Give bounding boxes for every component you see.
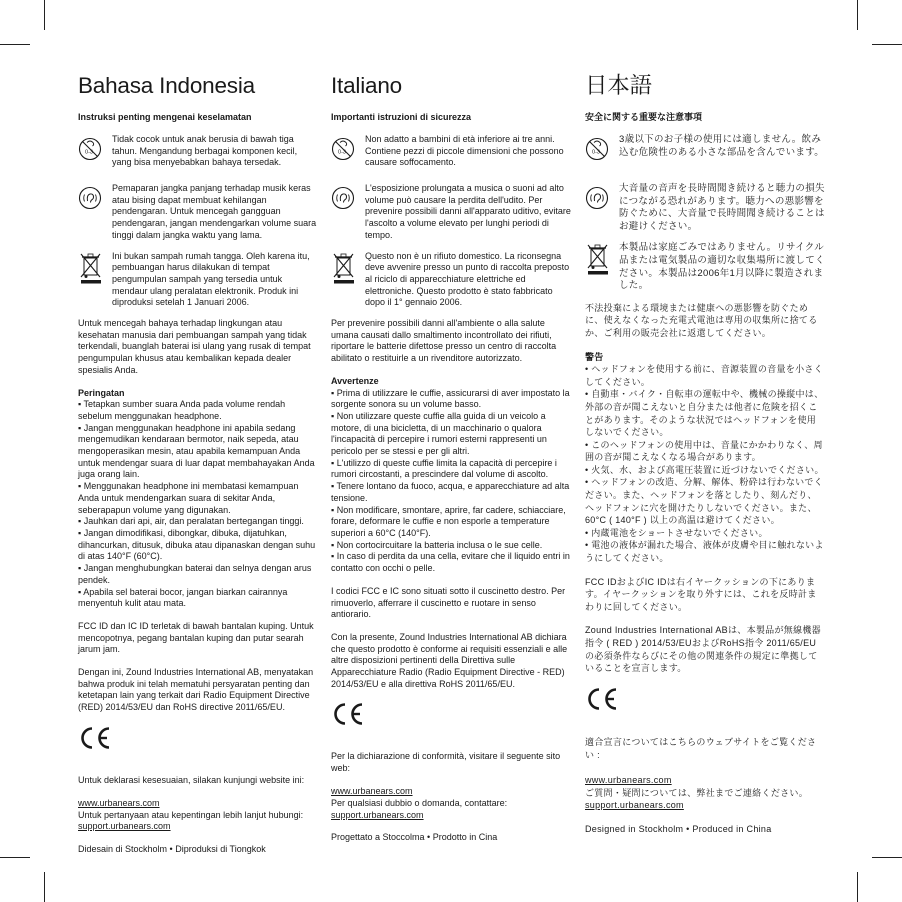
svg-text:0-3: 0-3 — [592, 149, 600, 156]
weee-bin-icon — [78, 251, 104, 285]
caution-heading: Avvertenze — [331, 375, 379, 386]
declaration-text: Zound Industries International ABは、本製品が無線機器指令 ( RED ) 2014/53/EUおよびRoHS指令 2011/65/EUの必須条件ならびにその他の関連条件の規定に準拠していることを宣言します。 — [585, 625, 821, 674]
fcc-text: FCC ID dan IC ID terletak di bawah bantalan kuping. Untuk mencopotnya, pegang bantalan kuping dan putar searah jarum jam. — [78, 620, 314, 655]
website-link[interactable]: www.urbanears.com — [585, 775, 672, 786]
language-title: Italiano — [331, 73, 402, 98]
crop-mark — [0, 44, 30, 45]
caution-item: ▪ Tetapkan sumber suara Anda pada volume rendah sebelum menggunakan headphone. — [78, 399, 286, 421]
caution-item: • このヘッドフォンの使用中は、音量にかかわりなく、周囲の音が聞こえなくなる場合があります。 — [585, 439, 823, 463]
caution-item: ▪ Non modificare, smontare, aprire, far cadere, schiacciare, forare, deformare le cuffie e non esporle a temperature superiori a 60°C (140°F). — [331, 504, 566, 538]
footer-text: Didesain di Stockholm • Diproduksi di Tiongkok — [78, 844, 266, 855]
choking-hazard-icon — [585, 134, 611, 164]
warning-disposal: Ini bukan sampah rumah tangga. Oleh karena itu, pembuangan harus dilakukan di tempat pengumpulan sampah yang tersedia untuk mendaur ulang peralatan elektronik. Produk ini diproduksi setelah 1 Januari 2006. — [78, 251, 318, 310]
svg-text:0-3: 0-3 — [338, 149, 346, 156]
warning-choking: 0-3 Non adatto a bambini di età inferiore ai tre anni. Contiene pezzi di piccole dimensioni che possono causare soffocamento. — [331, 134, 571, 174]
support-link[interactable]: support.urbanears.com — [585, 800, 684, 811]
caution-list — [585, 363, 825, 565]
safety-heading: Importanti istruzioni di sicurezza — [331, 112, 472, 122]
crop-mark — [0, 857, 30, 858]
crop-mark — [872, 857, 902, 858]
choking-hazard-icon — [78, 134, 104, 164]
caution-item: ▪ Jangan menggunakan headphone ini apabila sedang mengemudikan kendaraan bermotor, naik sepeda, atau mengoperasikan mesin, atau apabila kemampuan Anda untuk mendengar suara di luar dapat membahayakan Anda juga orang lain. — [78, 422, 315, 480]
declaration-text: Dengan ini, Zound Industries International AB, menyatakan bahwa produk ini telah mematuhi persyaratan penting dan ketetapan lain yang terkait dari Radio Equipment Directive (RED) 2014/53/EU dan RoHS directive 2011/65/EU. — [78, 667, 314, 713]
fcc-text: FCC IDおよびIC IDは右イヤークッションの下にあります。イヤークッションを取り外すには、これを反時計まわりに回してください。 — [585, 576, 817, 612]
crop-mark — [872, 44, 902, 45]
support-link[interactable]: support.urbanears.com — [78, 821, 171, 832]
caution-list — [331, 388, 571, 575]
crop-mark — [44, 0, 45, 30]
safety-heading: Instruksi penting mengenai keselamatan — [78, 112, 252, 122]
caution-item: • 電池の液体が漏れた場合、液体が皮膚や目に触れないようにしてください。 — [585, 540, 824, 564]
caution-item: ▪ Tenere lontano da fuoco, acqua, e apparecchiature ad alta tensione. — [331, 481, 570, 503]
conformity-label: Per la dichiarazione di conformità, visitare il seguente sito web: — [331, 751, 561, 773]
hearing-damage-icon — [78, 183, 104, 213]
conformity-text — [585, 724, 825, 812]
warning-choking: 0-3 Tidak cocok untuk anak berusia di bawah tiga tahun. Mengandung berbagai komponen kecil, yang bisa menyebabkan bahaya tersedak. — [78, 134, 318, 174]
support-link[interactable]: support.urbanears.com — [331, 809, 424, 820]
weee-bin-icon — [331, 251, 357, 285]
website-link[interactable]: www.urbanears.com — [78, 797, 160, 808]
caution-item: ▪ L'utilizzo di queste cuffie limita la capacità di percepire i rumori circostanti, a prescindere dal volume di ascolto. — [331, 457, 557, 480]
footer-text: Progettato a Stoccolma • Prodotto in Cina — [331, 832, 498, 843]
conformity-label: Untuk deklarasi kesesuaian, silakan kunjungi website ini: — [78, 774, 305, 785]
caution-item: • ヘッドフォンを使用する前に、音源装置の音量を小さくしてください。 — [585, 364, 824, 387]
caution-item: • ヘッドフォンの改造、分解、解体、粉砕は行わないでください。また、ヘッドフォンを落としたり、刻んだり、ヘッドフォンに穴を開けたりしないでください。また、60°C ( 140°F ) 以上の高温は避けてください。 — [585, 477, 824, 526]
warning-hearing: Pemaparan jangka panjang terhadap musik keras atau bising dapat membuat kehilangan pendengaran. Untuk mencegah gangguan pendengaran, jangan mendengarkan volume suara tinggi dalam jangka waktu yang lama. — [78, 183, 318, 242]
language-title: 日本語 — [585, 73, 652, 98]
caution-item: ▪ Non utilizzare queste cuffie alla guida di un veicolo a motore, di una bicicletta, di un macchinario o qualora l'incapacità di percepire i rumori esterni rappresenti un pericolo per se stessi e per gli altri. — [331, 410, 547, 457]
fcc-text: I codici FCC e IC sono situati sotto il cuscinetto destro. Per rimuoverlo, afferrare il cuscinetto e ruotare in senso antiorario. — [331, 585, 566, 620]
crop-mark — [44, 872, 45, 902]
warning-choking: 0-3 3歳以下のお子様の使用には適しません。飲み込む危険性のある小さな部品を含んでいます。 — [585, 134, 825, 174]
conformity-text — [78, 763, 318, 833]
column-japanese — [585, 72, 825, 847]
language-title: Bahasa Indonesia — [78, 73, 255, 98]
hearing-damage-icon — [331, 183, 357, 213]
caution-item: ▪ In caso di perdita da una cella, evitare che il liquido entri in contatto con occhi o pelle. — [331, 551, 570, 574]
conformity-text — [331, 739, 571, 821]
choking-hazard-icon — [331, 134, 357, 164]
warning-hearing: L'esposizione prolungata a musica o suoni ad alto volume può causare la perdita dell'udito. Per prevenire possibili danni all'apparato uditivo, evitare l'ascolto a volume elevato per lunghi periodi di tempo. — [331, 183, 571, 242]
website-link[interactable]: www.urbanears.com — [331, 786, 413, 797]
support-label: ご質問・疑問については、弊社までご連絡ください。 — [585, 787, 809, 798]
declaration-text: Con la presente, Zound Industries International AB dichiara che questo prodotto è conforme ai requisiti essenziali e alle altre disposizioni pertinenti della Direttiva sulle Apparecchiature Radio (Radio Equipment Directive - RED) 2014/53/EU e alla direttiva RoHS 2011/65/EU. — [331, 631, 568, 689]
footer-text: Designed in Stockholm • Produced in China — [585, 823, 772, 834]
caution-item: ▪ Non cortocircuitare la batteria inclusa o le sue celle. — [331, 539, 543, 550]
caution-heading: Peringatan — [78, 387, 125, 398]
support-label: Untuk pertanyaan atau kepentingan lebih lanjut hubungi: — [78, 809, 304, 820]
caution-item: ▪ Prima di utilizzare le cuffie, assicurarsi di aver impostato la sorgente sonora su un volume basso. — [331, 387, 570, 410]
crop-mark — [857, 872, 858, 902]
caution-item: ▪ Jangan menghubungkan baterai dan selnya dengan arus pendek. — [78, 563, 312, 585]
support-label: Per qualsiasi dubbio o domanda, contattare: — [331, 797, 508, 808]
disposal-text: Untuk mencegah bahaya terhadap lingkungan atau kesehatan manusia dari pembuangan sampah yang tidak terkendali, buanglah baterai isi ulang yang rusak di tempat pengumpulan khusus atau kembalikan kepada dealer spesialis Anda. — [78, 318, 311, 375]
svg-text:0-3: 0-3 — [85, 149, 93, 156]
caution-list — [78, 399, 318, 610]
ce-mark-logo — [585, 686, 619, 712]
ce-mark-logo — [331, 701, 365, 727]
caution-item: • 内蔵電池をショートさせないでください。 — [585, 527, 768, 538]
safety-heading: 安全に関する重要な注意事項 — [585, 112, 703, 122]
weee-bin-icon — [585, 242, 611, 276]
caution-item: ▪ Jangan dimodifikasi, dibongkar, dibuka, dijatuhkan, dihancurkan, ditusuk, dibuka atau dipanaskan dengan suhu di atas 140°F (60°C). — [78, 527, 316, 562]
crop-mark — [857, 0, 858, 30]
caution-item: ▪ Apabila sel baterai bocor, jangan biarkan cairannya menyentuh kulit atau mata. — [78, 586, 288, 609]
caution-item: ▪ Jauhkan dari api, air, dan peralatan bertegangan tinggi. — [78, 516, 304, 527]
caution-item: • 火気、水、および高電圧装置に近づけないでください。 — [585, 464, 824, 475]
caution-heading: 警告 — [585, 351, 604, 362]
conformity-label: 適合宣言についてはこちらのウェブサイトをご覧ください : — [585, 737, 817, 760]
hearing-damage-icon — [585, 183, 611, 213]
warning-hearing: 大音量の音声を長時間聞き続けると聴力の損失につながる恐れがあります。聴力への悪影響を防ぐために、大音量で長時間聞き続けることはお避けください。 — [585, 183, 825, 233]
disposal-text: 不法投棄による環境または健康への悪影響を防ぐために、使えなくなった充電式電池は専用の収集所に捨てるか、ご利用の販売会社に返還してください。 — [585, 302, 818, 338]
warning-disposal: Questo non è un rifiuto domestico. La riconsegna deve avvenire presso un punto di raccolta preposto al riciclo di apparecchiature elettriche ed elettroniche. Questo prodotto è stato fabbricato dopo il 1° gennaio 2006. — [331, 251, 571, 310]
ce-mark-logo — [78, 725, 112, 751]
caution-item: • 自動車・バイク・自転車の運転中や、機械の操縦中は、外部の音が聞こえないと自分または他者に危険を招くことがあります。そのような状況ではヘッドフォンを使用しないでください。 — [585, 389, 824, 438]
column-indonesian — [78, 72, 318, 867]
warning-disposal: 本製品は家庭ごみではありません。リサイクル品または電気製品の適切な収集場所に渡してください。本製品は2006年1月以降に製造されました。 — [585, 242, 825, 292]
disposal-text: Per prevenire possibili danni all'ambiente o alla salute umana causati dallo smaltimento incontrollato dei rifiuti, riportare le batterie difettose presso un centro di raccolta abilitato o restituirle a un rivenditore autorizzato. — [331, 318, 557, 364]
caution-item: ▪ Menggunakan headphone ini membatasi kemampuan Anda untuk mendengarkan suara di sekitar Anda, seberapapun volume yang digunakan. — [78, 481, 299, 515]
column-italian — [331, 72, 571, 855]
